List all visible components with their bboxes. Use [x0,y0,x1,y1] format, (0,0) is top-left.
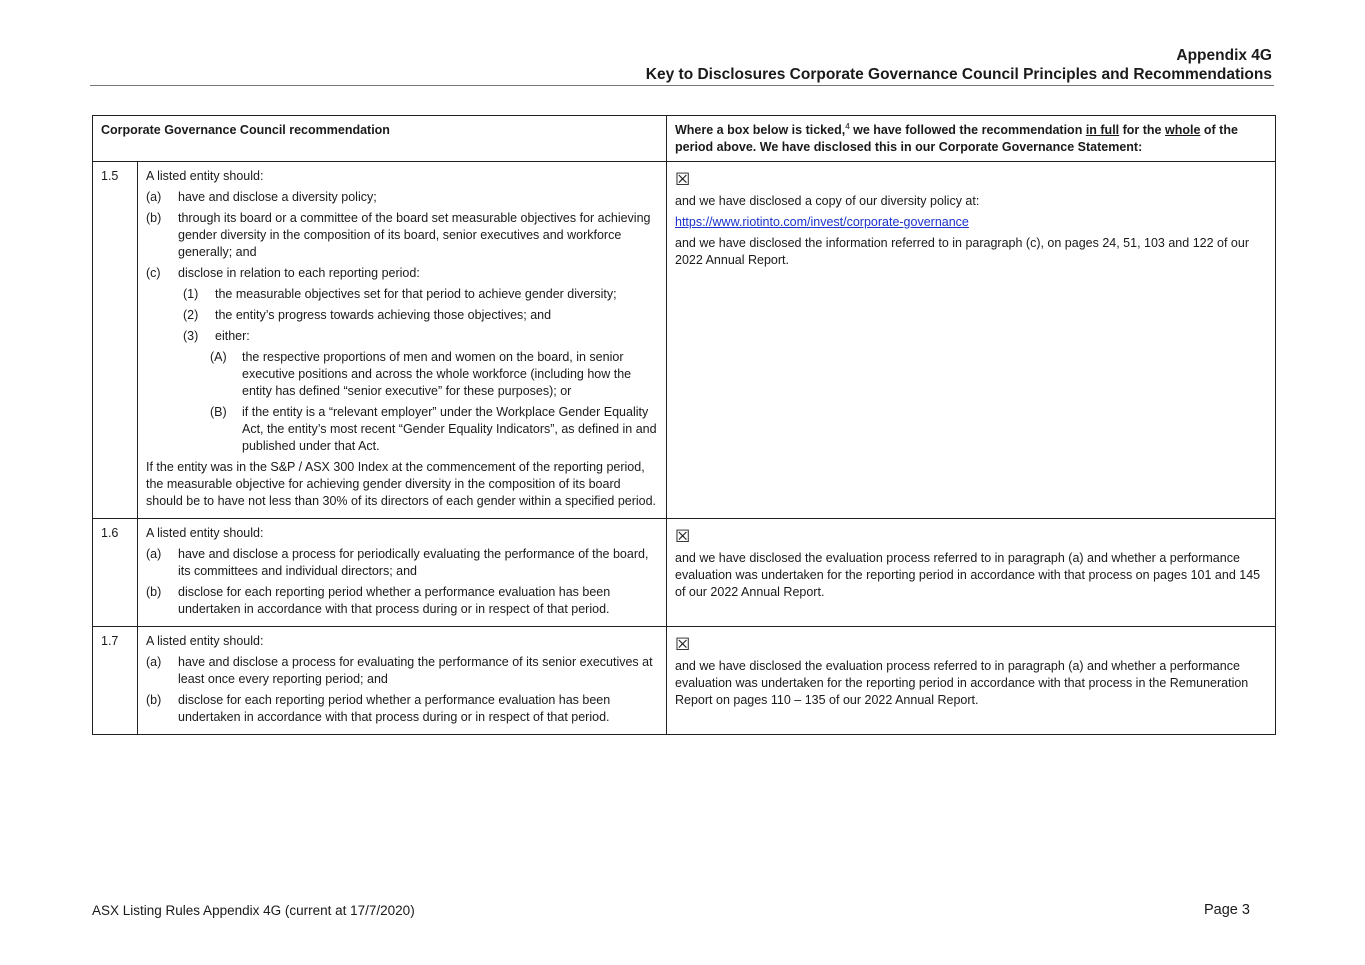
table-row [93,627,1276,735]
recommendation-number: 1.6 [93,519,138,627]
document-subtitle: Key to Disclosures Corporate Governance Council Principles and Recommendations [645,66,1272,83]
list-item: (a) have and disclose a process for periodically evaluating the performance of the board, its committees and individual directors; and [146,547,649,578]
page-number: Page 3 [1204,902,1250,918]
list-item: (b) disclose for each reporting period whether a performance evaluation has been undertaken in accordance with that process during or in respect of that period. [146,693,611,724]
list-item: (3) either: [183,329,250,343]
recommendation-text: A listed entity should: (a) have and disclose a process for evaluating the performance of its senior executives at least once every reporting period; and (b) disclose for each reporting period whether a performance evaluation has been undertaken in accordance with that process during or in respect of that period. [138,627,667,735]
list-item: (1) the measurable objectives set for that period to achieve gender diversity; [183,287,617,301]
list-item: (2) the entity’s progress towards achieving those objectives; and [183,308,552,322]
recommendation-text: A listed entity should: (a) have and disclose a process for periodically evaluating the performance of the board, its committees and individual directors; and (b) disclose for each reporting period whether a performance evaluation has been undertaken in accordance with that process during or in respect of that period. [138,519,667,627]
ticked-checkbox[interactable]: ☒ [675,635,691,654]
recommendation-text: A listed entity should: (a) have and disclose a diversity policy; (b) through its board or a committee of the board set measurable objectives for achieving gender diversity in the composition of its board, senior executives and workforce generally; and (c) disclose in relation to each reporting period: (1) the measurable objectives set for that period to achieve gender diversity; (2) the entity’s progress towards achieving those objectives; and (3) either: (A) the respective proportions of men and women on the board, in senior executive positions and across the whole workforce (including how the entity has defined “senior executive” for these purposes); or (B) if the entity is a “relevant employer” under the Workplace Gender Equality Act, the entity’s most recent “Gender Equality Indicators”, as defined in and published under that Act. If the entity was in the S&P / ASX 300 Index at the commencement of the reporting period, the measurable objective for achieving gender diversity in the composition of its board should be to have not less than 30% of its directors of each gender within a specified period. [138,162,667,519]
table-header-row [93,116,1276,162]
governance-link[interactable]: https://www.riotinto.com/invest/corporate-governance [675,215,969,229]
list-item: (b) through its board or a committee of the board set measurable objectives for achieving gender diversity in the composition of its board, senior executives and workforce generally; and [146,211,651,259]
recommendation-number: 1.7 [93,627,138,735]
ticked-checkbox[interactable]: ☒ [675,170,691,189]
recommendations-table [92,115,1276,735]
list-item: (b) disclose for each reporting period whether a performance evaluation has been undertaken in accordance with that process during or in respect of that period. [146,585,611,616]
list-item: (A) the respective proportions of men and women on the board, in senior executive positions and across the whole workforce (including how the entity has defined “senior executive” for these purposes); or [210,350,632,398]
list-item: (B) if the entity is a “relevant employer” under the Workplace Gender Equality Act, the entity’s most recent “Gender Equality Indicators”, as defined in and published under that Act. [210,405,657,453]
footnote-marker: 4 [845,121,850,131]
appendix-title: Appendix 4G [1176,47,1272,64]
list-item: (a) have and disclose a diversity policy; [146,190,377,204]
disclosure-response: ☒ and we have disclosed a copy of our diversity policy at: https://www.riotinto.com/invest/corporate-governance and we have disclosed the information referred to in paragraph (c), on pages 24, 51, 103 and 122 of our 2022 Annual Report. [667,162,1276,519]
disclosure-response: ☒ and we have disclosed the evaluation process referred to in paragraph (a) and whether a performance evaluation was undertaken for the reporting period in accordance with that process on pages 101 and 145 of our 2022 Annual Report. [667,519,1276,627]
list-item: (c) disclose in relation to each reporting period: [146,266,420,280]
ticked-checkbox[interactable]: ☒ [675,527,691,546]
footer-source: ASX Listing Rules Appendix 4G (current at 17/7/2020) [92,903,415,918]
table-row [93,162,1276,519]
col1-header: Corporate Governance Council recommendation [93,116,667,162]
recommendation-number: 1.5 [93,162,138,519]
list-item: (a) have and disclose a process for evaluating the performance of its senior executives at least once every reporting period; and [146,655,653,686]
col2-header: Where a box below is ticked,$^4$ we have followed the recommendation in full for the whole of the period above. We have disclosed this in our Corporate Governance Statement: [667,116,1276,162]
page-header [90,46,1274,86]
disclosure-response: ☒ and we have disclosed the evaluation process referred to in paragraph (a) and whether a performance evaluation was undertaken for the reporting period in accordance with that process in the Remuneration Report on pages 110 – 135 of our 2022 Annual Report. [667,627,1276,735]
table-row [93,519,1276,627]
